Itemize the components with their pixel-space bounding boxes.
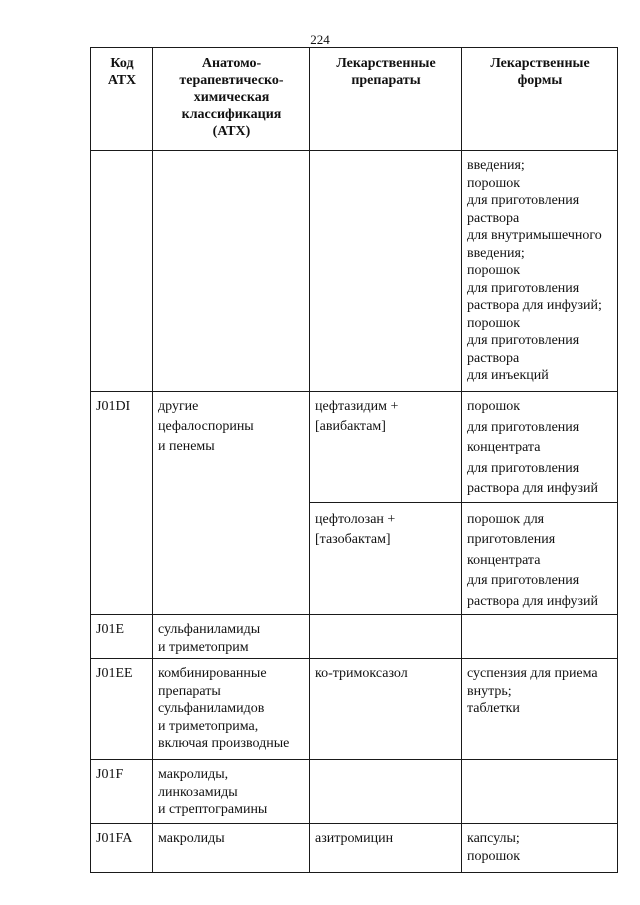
atc-drug-table bbox=[90, 47, 618, 873]
header-drugs: Лекарственные препараты bbox=[310, 48, 462, 151]
dosage-forms-cell: порошок для приготовления концентрата для приготовления раствора для инфузий bbox=[462, 502, 618, 615]
drug-cell: цефтолозан + [тазобактам] bbox=[310, 502, 462, 615]
drug-cell bbox=[310, 151, 462, 392]
drug-cell bbox=[310, 615, 462, 659]
header-atc-code: Код АТХ bbox=[91, 48, 153, 151]
page-number: 224 bbox=[310, 32, 330, 47]
table-row bbox=[91, 824, 618, 873]
drug-cell: цефтазидим + [авибактам] bbox=[310, 392, 462, 503]
drug-cell: азитромицин bbox=[310, 824, 462, 873]
dosage-forms-cell: капсулы; порошок bbox=[462, 824, 618, 873]
atc-code-cell: J01F bbox=[91, 760, 153, 824]
classification-cell bbox=[153, 151, 310, 392]
drug-cell bbox=[310, 760, 462, 824]
dosage-forms-cell: введения; порошок для приготовления раствора для внутримышечного введения; порошок для приготовления раствора для инфузий; порошок для приготовления раствора для инъекций bbox=[462, 151, 618, 392]
classification-cell: макролиды, линкозамиды и стрептограмины bbox=[153, 760, 310, 824]
table-row bbox=[91, 615, 618, 659]
table-row bbox=[91, 659, 618, 760]
atc-code-cell: J01E bbox=[91, 615, 153, 659]
table-row bbox=[91, 760, 618, 824]
drug-cell: ко-тримоксазол bbox=[310, 659, 462, 760]
atc-code-cell: J01FA bbox=[91, 824, 153, 873]
dosage-forms-cell: суспензия для приема внутрь; таблетки bbox=[462, 659, 618, 760]
dosage-forms-cell: порошок для приготовления концентрата для приготовления раствора для инфузий bbox=[462, 392, 618, 503]
atc-code-cell: J01DI bbox=[91, 392, 153, 615]
header-dosage-forms: Лекарственные формы bbox=[462, 48, 618, 151]
classification-cell: другие цефалоспорины и пенемы bbox=[153, 392, 310, 615]
table-row bbox=[91, 392, 618, 503]
classification-cell: макролиды bbox=[153, 824, 310, 873]
dosage-forms-cell bbox=[462, 615, 618, 659]
atc-code-cell bbox=[91, 151, 153, 392]
header-atc-classification: Анатомо- терапевтическо- химическая классификация (АТХ) bbox=[153, 48, 310, 151]
classification-cell: комбинированные препараты сульфаниламидов и триметоприма, включая производные bbox=[153, 659, 310, 760]
dosage-forms-cell bbox=[462, 760, 618, 824]
table-row bbox=[91, 151, 618, 392]
table-header-row bbox=[91, 48, 618, 151]
atc-code-cell: J01EE bbox=[91, 659, 153, 760]
classification-cell: сульфаниламиды и триметоприм bbox=[153, 615, 310, 659]
